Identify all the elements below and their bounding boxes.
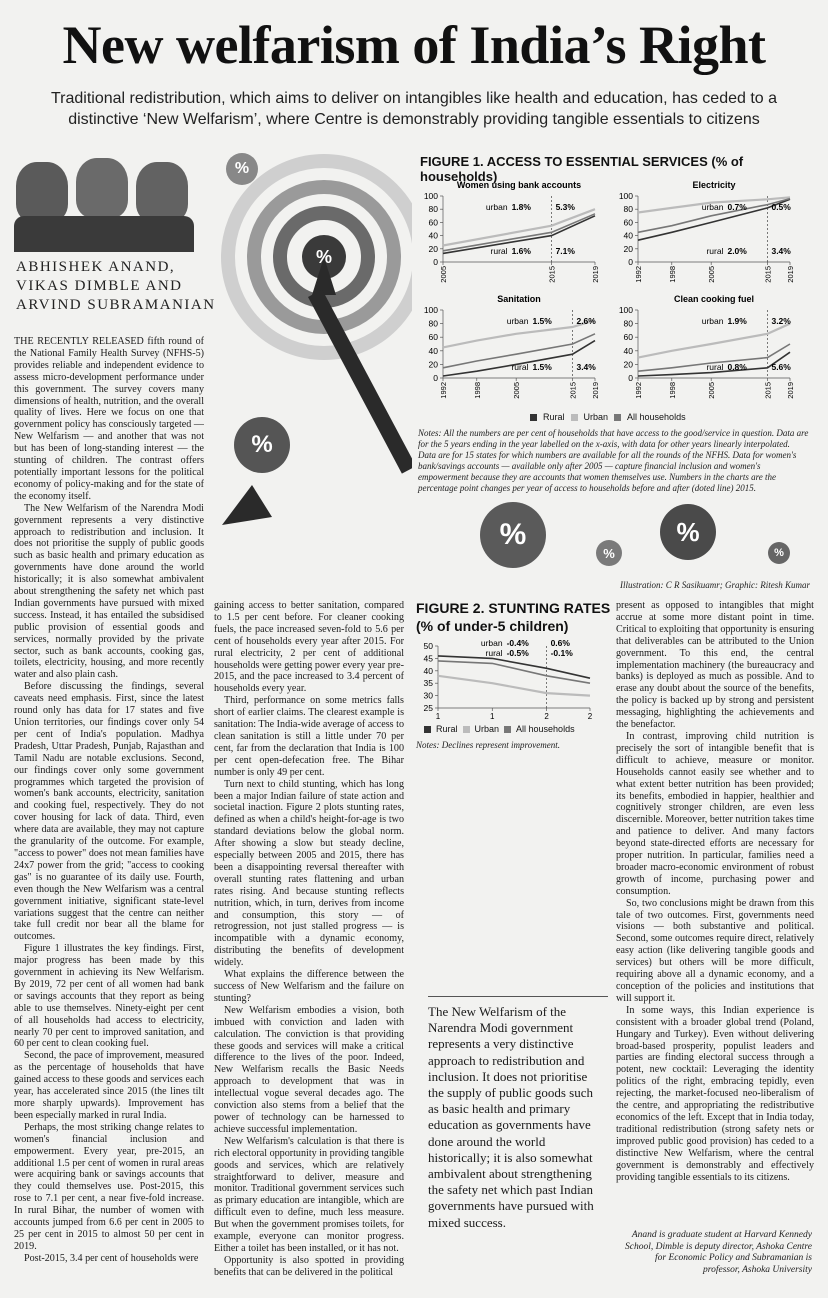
annotation-label: rural xyxy=(706,362,724,372)
y-tick-label: 40 xyxy=(623,345,633,356)
pct-icon-mid: % xyxy=(251,431,273,458)
y-tick-label: 100 xyxy=(618,191,633,201)
annotation-pre: 1.5% xyxy=(532,316,552,326)
fig2-legend-all: All households xyxy=(516,724,575,734)
col2-para: Turn next to child stunting, which has long been a major Indian failure of state action and societal inaction. Figure 2 plots stunting rates, defined as when a child's height-for-age is two standard deviations below the global norm. After showing a slow but steady decline, especially between 2005 and 2015, there has been a disappointing reversal thereafter with overall stunting rates flattening and urban rates rising. And because stunting reflects nutrition, which, in turn, derives from income and consumption, this story — of retrogression, not just stalled progress — is incompatible with a dynamic economy, distributing the benefits of development widely. xyxy=(214,778,404,969)
annotation-pre: 0.8% xyxy=(727,362,747,372)
chart-title: Clean cooking fuel xyxy=(673,294,755,304)
y-tick-label: 40 xyxy=(428,230,438,241)
y-tick-label: 80 xyxy=(428,204,438,215)
y-tick-label: 60 xyxy=(428,217,438,228)
annotation-post: 2.6% xyxy=(576,316,596,326)
byline xyxy=(16,258,216,315)
article-column-1 xyxy=(14,336,204,1284)
legend-rural: Rural xyxy=(543,412,565,422)
fig1-panel-electricity xyxy=(610,178,800,288)
y-tick-label: 60 xyxy=(623,332,633,343)
col2-para: What explains the difference between the success of New Welfarism and the failure on stunting? xyxy=(214,969,404,1004)
y-tick-label: 20 xyxy=(623,359,633,370)
byline-author-2: VIKAS DIMBLE AND xyxy=(16,278,183,294)
annotation-pre: 0.7% xyxy=(727,202,747,212)
annotation-pre: -0.5% xyxy=(506,648,529,658)
x-tick-label: 1998 xyxy=(667,266,677,283)
pct-icon-a: % xyxy=(480,502,546,568)
col1-para: Before discussing the findings, several caveats need emphasis. First, since the latest round only has data for 17 states and five Union territories, our findings cover only 54 per cent of India's population. Madhya Pradesh, Uttar Pradesh, Punjab, Rajasthan and Tamil Nadu are notable exclusions. Second, our findings cover only some government programmes which targeted the provision of women's bank accounts, electricity, sanitation and cooking fuel, respectively. They do not cover housing for lack of data. Third, even where data are available, they may not capture the granularity of the outcome. For example, "access to power" does not mean families have 24x7 power from the grid; "access to cooking gas" is no guarantee of its daily use. Fourth, even though the New Welfarism was a central government initiative, significant state-level variations suggest that the centre can neither take full credit nor bear all the blame for outcomes. xyxy=(14,681,204,943)
annotation-label: rural xyxy=(511,362,529,372)
y-tick-label: 45 xyxy=(423,653,433,664)
y-tick-label: 20 xyxy=(623,243,633,254)
x-tick-label: 2015 xyxy=(763,382,773,399)
pct-icon-large: % xyxy=(315,246,332,267)
y-tick-label: 60 xyxy=(623,217,633,228)
y-tick-label: 100 xyxy=(423,191,438,201)
chart-title: Sanitation xyxy=(497,294,541,304)
annotation-post: 0.5% xyxy=(771,202,791,212)
col2-para: New Welfarism embodies a vision, both imbued with conviction and laden with calculation. The conviction is that providing these goods and services will make a critical difference to the lives of the poor. Indeed, New Welfarism recalls the Basic Needs approach to development that was in intellectual vogue several decades ago. The conviction also stems from a belief that the power of technology can be harnessed to achieve successful implementation. xyxy=(214,1004,404,1135)
annotation-pre: 1.6% xyxy=(511,246,531,256)
annotation-post: 3.4% xyxy=(576,362,596,372)
x-tick-label: 1992 xyxy=(634,266,643,283)
col4-para: In contrast, improving child nutrition is precisely the sort of intangible benefit that is difficult to achieve, measure or monitor. Households cannot easily see whether and to what extent better nutrition has been provided; its benefits, embodied in happier, healthier and cognitively stronger children, are even less discernible. Moreover, better nutrition takes time and patience to deliver. And many factors beyond state-directed efforts are necessary for proper nutrition. In particular, families need a broader macro-economic environment of robust growth of income, purchasing power and consumption. xyxy=(616,730,814,897)
byline-author-3: ARVIND SUBRAMANIAN xyxy=(16,297,216,313)
annotation-post: 5.6% xyxy=(771,362,791,372)
y-tick-label: 60 xyxy=(428,332,438,343)
y-tick-label: 0 xyxy=(628,257,633,267)
x-tick-label: 2015 xyxy=(547,266,557,283)
x-tick-label: 2005 xyxy=(707,382,717,399)
illustration-lower xyxy=(470,490,810,590)
x-tick-label: 2005 xyxy=(512,382,522,399)
x-tick-label: 2019 xyxy=(786,266,795,283)
deck: Traditional redistribution, which aims to deliver on intangibles like health and education, has ceded to a distinctive ‘New Welfarism’, where Centre is demonstrably providing tangible essentials to citizens xyxy=(50,90,778,128)
col2-para: Opportunity is also spotted in providing benefits that can be delivered in the political xyxy=(214,1254,404,1278)
annotation-label: rural xyxy=(485,648,503,658)
x-tick-label: 2019 xyxy=(786,382,795,399)
y-tick-label: 50 xyxy=(423,641,433,651)
fig2-legend xyxy=(424,724,575,734)
fig2-subtitle: (% of under-5 children) xyxy=(416,618,569,634)
col4-para: In some ways, this Indian experience is consistent with a broader global trend (Poland, Hungary and Turkey). Even without delivering broad-based prosperity, populist leaders and parties are finding electoral success through a potent, new cocktail: Leveraging the identity politics of the right, embracing tepidly, even rejecting, the market-focused neo-liberalism of the centre, and appropriating the redistributive economics of the left. Except that in India today, traditional redistribution (strong safety nets or improved public good provision) has ceded to a distinctive New Welfarism, where the central government is demonstrably and effectively providing tangible essentials to its citizens. xyxy=(616,1004,814,1183)
annotation-label: urban xyxy=(485,202,508,212)
y-tick-label: 80 xyxy=(623,318,633,329)
fig2-legend-urban: Urban xyxy=(474,724,500,734)
annotation-post: 3.4% xyxy=(771,246,791,256)
x-tick-label: 1 xyxy=(490,712,495,721)
x-tick-label: 2005 xyxy=(439,266,448,283)
annotation-post: 7.1% xyxy=(555,246,575,256)
author-photos xyxy=(14,152,194,252)
annotation-label: rural xyxy=(490,246,508,256)
y-tick-label: 100 xyxy=(423,305,438,315)
annotation-pre: 2.0% xyxy=(727,246,747,256)
annotation-label: rural xyxy=(706,246,724,256)
y-tick-label: 80 xyxy=(623,204,633,215)
fig1-notes: Notes: All the numbers are per cent of households that have access to the good/service in question. Data are for the 5 years ending in the year labelled on the x-axis, with data for other years linearly interpolated. Data are for 15 states for which numbers are available for all the rounds of the NFHS. Data for women's bank/savings accounts — available only after 2005 — capture financial inclusion and women's empowerment because they are accounts that women themselves use. Numbers in the charts are the percentage point changes per year of access to households before and after (doted line) 2015. xyxy=(418,428,809,493)
annotation-post: 5.3% xyxy=(555,202,575,212)
y-tick-label: 0 xyxy=(433,373,438,383)
legend-all: All households xyxy=(627,412,686,422)
pct-icon-b: % xyxy=(596,540,622,566)
target-illustration xyxy=(212,145,412,605)
y-tick-label: 0 xyxy=(433,257,438,267)
x-tick-label: 2005 xyxy=(707,266,717,283)
article-column-4 xyxy=(616,600,814,1224)
annotation-post: 3.2% xyxy=(771,316,791,326)
y-tick-label: 40 xyxy=(423,665,433,676)
fig1-panel-cooking xyxy=(610,292,800,404)
fig2-chart xyxy=(410,636,600,722)
annotation-label: urban xyxy=(701,202,724,212)
series-line-urban xyxy=(638,324,790,358)
annotation-label: urban xyxy=(506,316,529,326)
col4-para: So, two conclusions might be drawn from this tale of two outcomes. First, governments need visions — both substantive and political. Second, some outcomes require direct, relatively easy action (like delivering tangible goods and services) but others will be more difficult, requiring above all a dynamic economy, and a conception of the policies and institutions that will support it. xyxy=(616,897,814,1004)
col1-para: Figure 1 illustrates the key findings. First, major progress has been made by this government in achieving its New Welfarism. By 2019, 72 per cent of all women had bank or savings accounts that they report as being able to use themselves. Ninety-eight per cent of all households had access to electricity, nearly 70 per cent to improved sanitation, and 60 per cent to clean cooking fuel. xyxy=(14,943,204,1050)
col1-para: The New Welfarism of the Narendra Modi government represents a very distinctive approach to redistribution and inclusion. It does not prioritise the supply of public goods such as basic health and primary education as governments have done around the world historically; it is also somewhat ambivalent about strengthening the safety net which past Indian governments have pursued with mixed success. Instead, it has entailed the subsidised public provision of essential goods and services, normally provided by the private sector, such as bank accounts, cooking gas, toilets, electricity, housing, and more recently water and also plain cash. xyxy=(14,502,204,681)
x-tick-label: 1992 xyxy=(439,382,448,399)
author-photo-anand xyxy=(16,162,68,222)
fig2-legend-rural: Rural xyxy=(436,724,458,734)
col4-para: present as opposed to intangibles that might accrue at some more distant point in time. Critical to exploiting that opportunity is ensuring that deliverables can be attributed to the Union government. To this end, the central implementation machinery (the bureaucracy and banks) is deployed as much as possible. And to erase any doubt about the source of the benefits, the policy is backed up by strong and persistent messaging, highlighting the achievements and the benefactor. xyxy=(616,600,814,731)
fig1-panel-sanitation xyxy=(415,292,605,404)
chart-title: Electricity xyxy=(692,180,736,190)
annotation-pre: -0.4% xyxy=(506,638,529,648)
x-tick-label: 1998 xyxy=(667,382,677,399)
pull-quote: The New Welfarism of the Narendra Modi government represents a very distinctive approach to redistribution and inclusion. It does not prioritise the supply of public goods such as basic health and primary education as governments have done around the world historically; it is also somewhat ambivalent about strengthening the safety net which past Indian governments have pursued with mixed success. xyxy=(428,1004,594,1230)
y-tick-label: 100 xyxy=(618,305,633,315)
col2-para: New Welfarism's calculation is that there is rich electoral opportunity in providing tangible goods and services, which are relatively straightforward to deliver, measure and monitor. Traditional government services such as primary education are intangible, which are difficult even to define, much less measure. But when the government promises toilets, for example, everyone can monitor progress. Either a toilet has been installed, or it has not. xyxy=(214,1135,404,1254)
y-tick-label: 20 xyxy=(428,243,438,254)
article-column-2 xyxy=(214,600,404,1284)
author-note: Anand is graduate student at Harvard Kennedy School, Dimble is deputy director, Ashoka Centre for Economic Policy and Subramanian is professor, Ashoka University xyxy=(625,1230,812,1275)
y-tick-label: 0 xyxy=(628,373,633,383)
y-tick-label: 35 xyxy=(423,678,433,689)
y-tick-label: 20 xyxy=(428,359,438,370)
annotation-label: urban xyxy=(480,638,503,648)
annotation-post: 0.6% xyxy=(550,638,570,648)
chart-title: Women using bank accounts xyxy=(456,180,582,190)
legend-urban: Urban xyxy=(583,412,609,422)
annotation-pre: 1.8% xyxy=(511,202,531,212)
col2-para: Third, performance on some metrics falls short of earlier claims. The clearest example is sanitation: The India-wide average of access to clean sanitation is still a little under 70 per cent, far from the declaration that India is 100 per cent open-defecation free. The Bihar number is only 49 per cent. xyxy=(214,695,404,778)
annotation-pre: 1.5% xyxy=(532,362,552,372)
y-tick-label: 30 xyxy=(423,690,433,701)
illustration xyxy=(212,145,412,605)
illustration-credit: Illustration: C R Sasikuamr; Graphic: Ritesh Kumar xyxy=(620,580,810,590)
y-tick-label: 40 xyxy=(428,345,438,356)
x-tick-label: 2015 xyxy=(568,382,578,399)
byline-author-1: ABHISHEK ANAND, xyxy=(16,259,176,275)
col2-para: gaining access to better sanitation, compared to 1.5 per cent before. For cleaner cooking fuels, the pace increased seven-fold to 5.6 per cent of households every year after 2015. For rural electricity, 2 per cent of additional households were getting power every year pre-2015, and the pace increased to 3.4 percent of households every year. xyxy=(214,600,404,695)
x-tick-label: 1992 xyxy=(634,382,643,399)
pct-icon-small: % xyxy=(234,160,250,177)
headline: New welfarism of India’s Right xyxy=(62,15,766,75)
col1-para: Post-2015, 3.4 per cent of households were xyxy=(24,1252,199,1264)
pct-icon-d: % xyxy=(768,542,790,564)
x-tick-label: 2019 xyxy=(591,266,600,283)
fig1-panel-bank xyxy=(415,178,605,288)
col1-para: THE RECENTLY RELEASED fifth round of the National Family Health Survey (NFHS-5) provides reliable and independent evidence to assess micro-development performance under this government. The survey covers many dimensions of health, nutrition, and the overall quality of lives. Here we focus on one that government policy has consciously targeted — New Welfarism — and another that was not but has been of long-standing interest — the stunting of children. The contrast offers potentially important lessons for the political economy of policy-making and for the state of the economy itself. xyxy=(14,336,204,502)
fig2-title: FIGURE 2. STUNTING RATES xyxy=(416,600,611,616)
annotation-post: -0.1% xyxy=(550,648,573,658)
x-tick-label: 2019 xyxy=(591,382,600,399)
x-tick-label: 1 xyxy=(435,712,441,721)
y-tick-label: 25 xyxy=(423,703,433,713)
annotation-label: urban xyxy=(701,316,724,326)
col1-para: Second, the pace of improvement, measured as the percentage of households that have gained access to these goods and services each year, has accelerated since 2015 (the lines tilt more sharply upwards). Improvement has been especially marked in rural India. xyxy=(14,1050,204,1121)
fig1-title: FIGURE 1. ACCESS TO ESSENTIAL SERVICES (% of households) xyxy=(420,154,744,184)
series-line-rural xyxy=(438,656,590,678)
author-photo-dimble xyxy=(76,158,128,218)
x-tick-label: 2 xyxy=(587,712,593,721)
y-tick-label: 40 xyxy=(623,230,633,241)
author-photo-subramanian xyxy=(136,162,188,222)
x-tick-label: 1998 xyxy=(472,382,482,399)
x-tick-label: 2015 xyxy=(763,266,773,283)
pct-icon-c: % xyxy=(660,504,716,560)
x-tick-label: 2 xyxy=(544,712,549,721)
y-tick-label: 80 xyxy=(428,318,438,329)
fig2-notes: Notes: Declines represent improvement. xyxy=(416,740,560,750)
series-line-urban xyxy=(443,209,595,245)
annotation-pre: 1.9% xyxy=(727,316,747,326)
pull-quote-rule xyxy=(428,996,608,997)
fig1-legend xyxy=(530,412,686,422)
col1-para: Perhaps, the most striking change relates to women's financial inclusion and empowerment. Every year, pre-2015, an additional 1.5 per cent of women in rural areas were acquiring bank or savings accounts that they could themselves use. Post-2015, this rose to 7.1 per cent, a near five-fold increase. In rural Bihar, the number of women with accounts jumped from 6.6 per cent in 2005 to 25 per cent in 2015 to almost 50 per cent in 2019. xyxy=(14,1121,204,1252)
